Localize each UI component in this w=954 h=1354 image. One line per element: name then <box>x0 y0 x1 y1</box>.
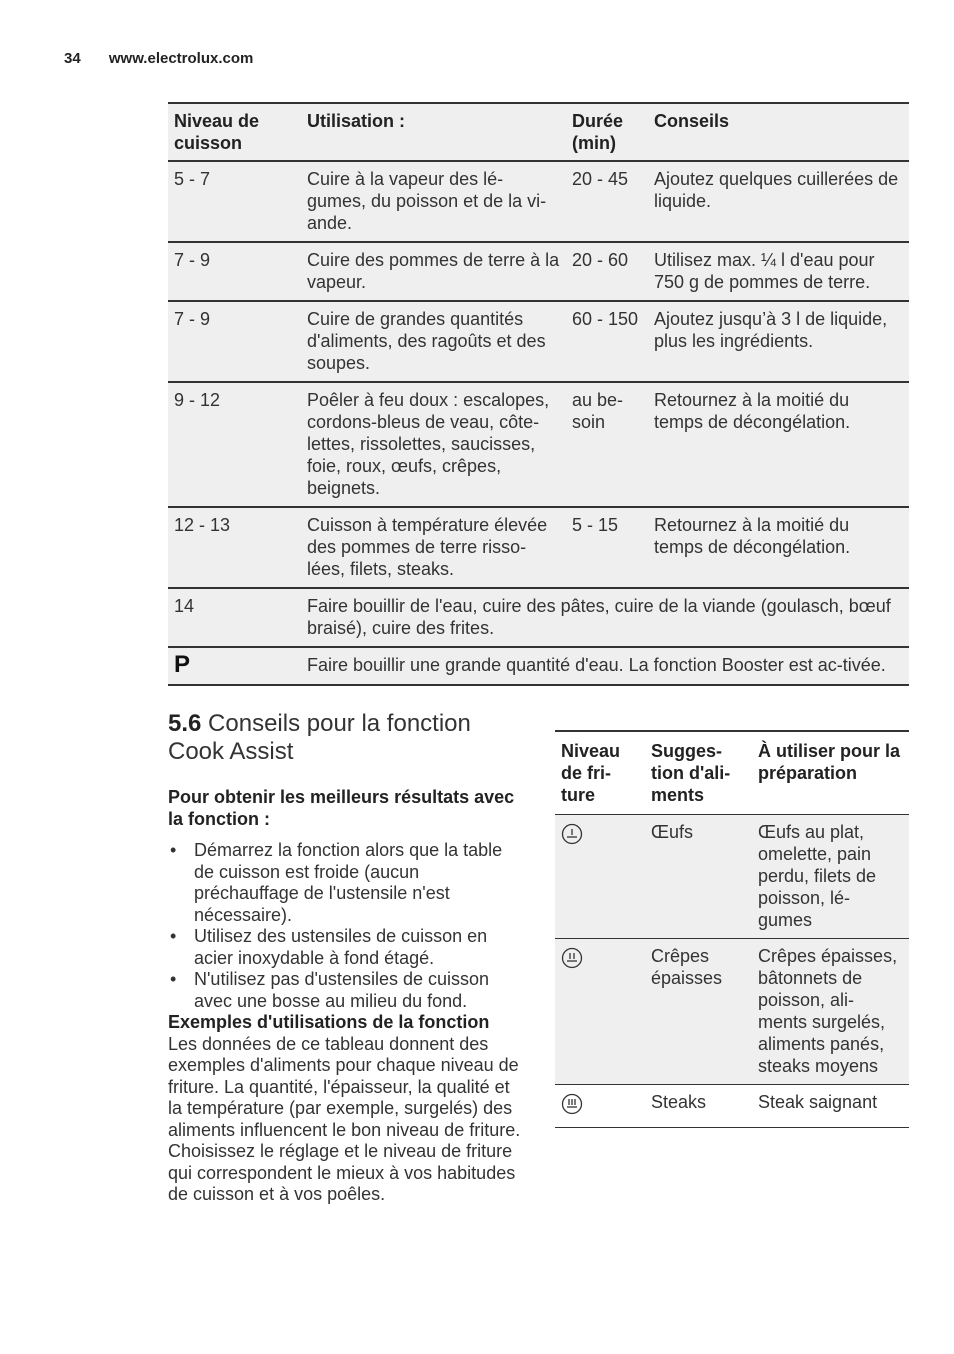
booster-p-symbol: P <box>174 651 191 678</box>
list-item <box>168 926 524 969</box>
column-header-level: Niveau de cuisson <box>174 111 260 153</box>
cell-level: 7 - 9 <box>174 309 211 329</box>
cell-usage: Cuire des pommes de terre à la vapeur. <box>307 250 560 292</box>
frying-level-2-icon <box>561 947 583 969</box>
column-header-duration: Durée (min) <box>572 111 624 153</box>
list-item <box>168 969 524 1012</box>
column-header-preparation: À utiliser pour la préparation <box>758 741 901 783</box>
list-item-text: N'utilisez pas d'ustensiles de cuisson avec une bosse au milieu du fond. <box>194 969 490 1011</box>
table-header-row <box>555 731 909 815</box>
cell-preparation: Œufs au plat, omelette, pain perdu, filets de poisson, lé-gumes <box>758 822 877 930</box>
cell-icon <box>555 815 645 939</box>
table-row <box>168 507 909 588</box>
table-row <box>168 242 909 301</box>
cell-level: 9 - 12 <box>174 390 221 410</box>
bullet-glyph: • <box>170 926 177 946</box>
frying-level-1-icon <box>561 823 583 845</box>
section-title <box>168 710 524 766</box>
cell-preparation: Crêpes épaisses, bâtonnets de poisson, ali-ments surgelés, aliments panés, steaks moyens <box>758 946 898 1076</box>
cell-level: 7 - 9 <box>174 250 211 270</box>
cell-level: 14 <box>174 596 195 616</box>
column-header-frying-level: Niveau de fri-ture <box>561 741 621 805</box>
column-header-food: Sugges-tion d'ali-ments <box>651 741 731 805</box>
cell-advice: Utilisez max. ¼ l d'eau pour 750 g de pommes de terre. <box>654 250 875 292</box>
cell-usage: Faire bouillir une grande quantité d'eau. La fonction Booster est ac-tivée. <box>307 655 886 675</box>
table-row <box>555 939 909 1085</box>
cell-advice: Ajoutez quelques cuillerées de liquide. <box>654 169 899 211</box>
section-number: 5.6 <box>168 710 202 737</box>
cell-food: Crêpes épaisses <box>651 946 723 988</box>
list-item-text: Démarrez la fonction alors que la table de cuisson est froide (aucun préchauffage de l'ustensile n'est nécessaire). <box>194 840 503 925</box>
table-row <box>168 647 909 685</box>
bullet-glyph: • <box>170 969 177 989</box>
table-row <box>168 588 909 647</box>
cell-usage: Cuire à la vapeur des lé-gumes, du poisson et de la vi-ande. <box>307 169 547 233</box>
cell-duration: 20 - 45 <box>572 169 629 189</box>
table-row <box>168 161 909 242</box>
cell-level: 5 - 7 <box>174 169 211 189</box>
cell-duration: 5 - 15 <box>572 515 619 535</box>
cell-food: Steaks <box>651 1092 707 1112</box>
cell-usage: Poêler à feu doux : escalopes, cordons-bleus de veau, côte-lettes, rissolettes, saucisses, foie, roux, œufs, crêpes, beignets. <box>307 390 550 498</box>
cell-duration: au be-soin <box>572 390 624 432</box>
list-item <box>168 840 524 926</box>
section-title-line1: Conseils pour la fonction <box>208 710 471 737</box>
table-row <box>168 382 909 507</box>
cook-assist-section <box>168 710 524 1206</box>
cell-advice: Retournez à la moitié du temps de décongélation. <box>654 390 851 432</box>
cell-duration: 20 - 60 <box>572 250 629 270</box>
cell-usage: Faire bouillir de l'eau, cuire des pâtes, cuire de la viande (goulasch, bœuf braisé), cuire des frites. <box>307 596 891 638</box>
cell-icon <box>555 1085 645 1128</box>
website-url: www.electrolux.com <box>108 50 254 67</box>
tips-list <box>168 840 524 1012</box>
frying-levels-table <box>555 730 909 1128</box>
page-number: 34 <box>64 50 81 67</box>
cell-level: 12 - 13 <box>174 515 231 535</box>
cell-advice: Retournez à la moitié du temps de décongélation. <box>654 515 851 557</box>
table-row <box>555 815 909 939</box>
frying-level-3-icon <box>561 1093 583 1115</box>
section-title-line2: Cook Assist <box>168 738 294 765</box>
cell-preparation: Steak saignant <box>758 1092 878 1112</box>
cooking-levels-table <box>168 102 909 686</box>
cell-advice: Ajoutez jusqu’à 3 l de liquide, plus les ingrédients. <box>654 309 888 351</box>
examples-paragraph: Les données de ce tableau donnent des exemples d'aliments pour chaque niveau de friture. La quantité, l'épaisseur, la qualité et la température (par exemple, surgelés) des aliments influencent le bon niveau de friture. Choisissez le réglage et le niveau de friture qui correspondent le mieux à vos habitudes de cuisson et à vos poêles. <box>168 1033 521 1204</box>
cell-usage: Cuisson à température élevée des pommes de terre risso-lées, filets, steaks. <box>307 515 548 579</box>
column-header-usage: Utilisation : <box>307 111 405 131</box>
bullet-glyph: • <box>170 840 177 860</box>
section-subheading: Pour obtenir les meilleurs résultats avec la fonction : <box>168 787 515 829</box>
page-header <box>64 50 253 67</box>
table-header-row <box>168 103 909 161</box>
cell-level-booster <box>168 647 301 685</box>
column-header-advice: Conseils <box>654 111 730 131</box>
cell-icon <box>555 939 645 1085</box>
list-item-text: Utilisez des ustensiles de cuisson en acier inoxydable à fond étagé. <box>194 926 488 968</box>
table-row <box>168 301 909 382</box>
cell-usage: Cuire de grandes quantités d'aliments, des ragoûts et des soupes. <box>307 309 546 373</box>
cell-food: Œufs <box>651 822 694 842</box>
examples-heading: Exemples d'utilisations de la fonction <box>168 1012 490 1032</box>
table-row <box>555 1085 909 1128</box>
cell-duration: 60 - 150 <box>572 309 639 329</box>
